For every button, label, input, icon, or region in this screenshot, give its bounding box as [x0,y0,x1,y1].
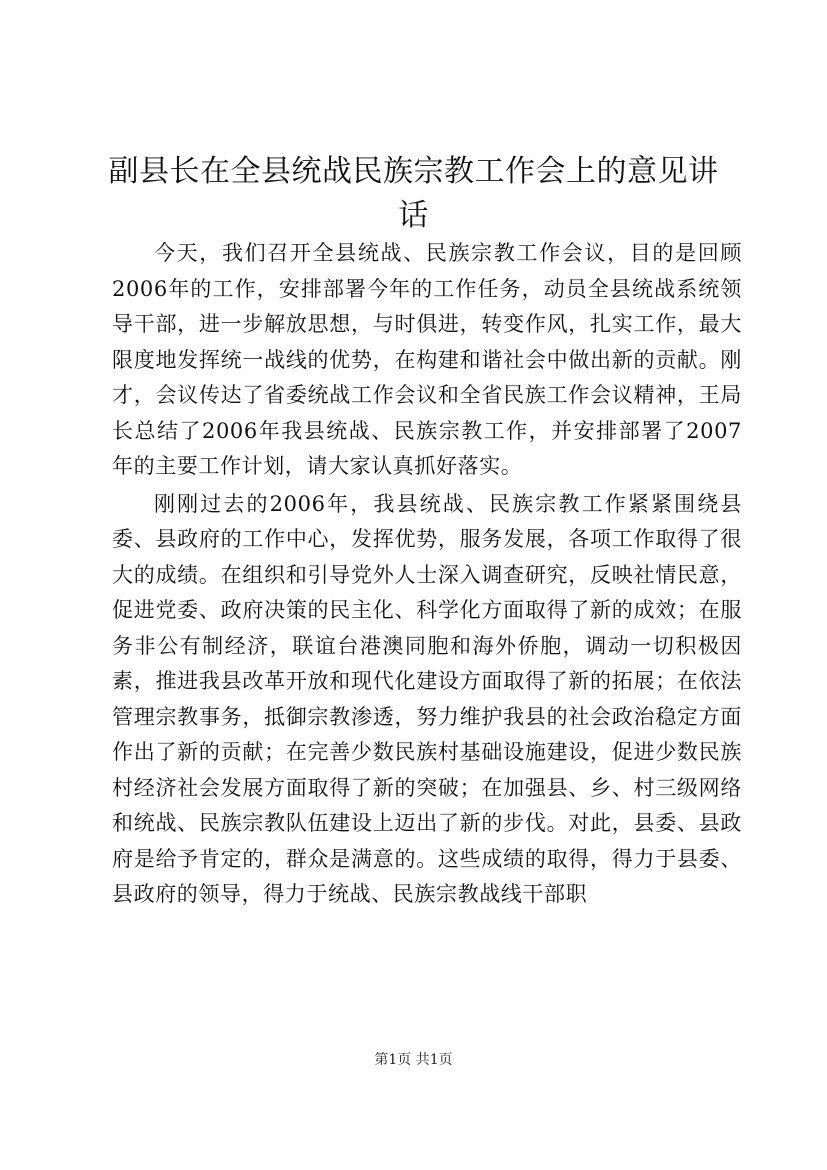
document-title: 副县长在全县统战民族宗教工作会上的意见讲话 [108,154,719,233]
paragraph-1: 今天，我们召开全县统战、民族宗教工作会议，目的是回顾2006年的工作，安排部署今年的工作任务，动员全县统战系统领导干部，进一步解放思想，与时俱进，转变作风，扎实工作，最大限度地发挥统一战线的优势，在构建和谐社会中做出新的贡献。刚才，会议传达了省委统战工作会议和全省民族工作会议精神，王局长总结了2006年我县统战、民族宗教工作，并安排部署了2007年的主要工作计划，请大家认真抓好落实。 [112,241,742,478]
page-footer: 第1页 共1页 [374,1052,453,1068]
document-body [112,236,742,913]
paragraph-2: 刚刚过去的2006年，我县统战、民族宗教工作紧紧围绕县委、县政府的工作中心，发挥优势，服务发展，各项工作取得了很大的成绩。在组织和引导党外人士深入调查研究，反映社情民意，促进党委、政府决策的民主化、科学化方面取得了新的成效；在服务非公有制经济，联谊台港澳同胞和海外侨胞，调动一切积极因素，推进我县改革开放和现代化建设方面取得了新的拓展；在依法管理宗教事务，抵御宗教渗透，努力维护我县的社会政治稳定方面作出了新的贡献；在完善少数民族村基础设施建设，促进少数民族村经济社会发展方面取得了新的突破；在加强县、乡、村三级网络和统战、民族宗教队伍建设上迈出了新的步伐。对此，县委、县政府是给予肯定的，群众是满意的。这些成绩的取得，得力于县委、县政府的领导，得力于统战、民族宗教战线干部职 [112,491,742,906]
